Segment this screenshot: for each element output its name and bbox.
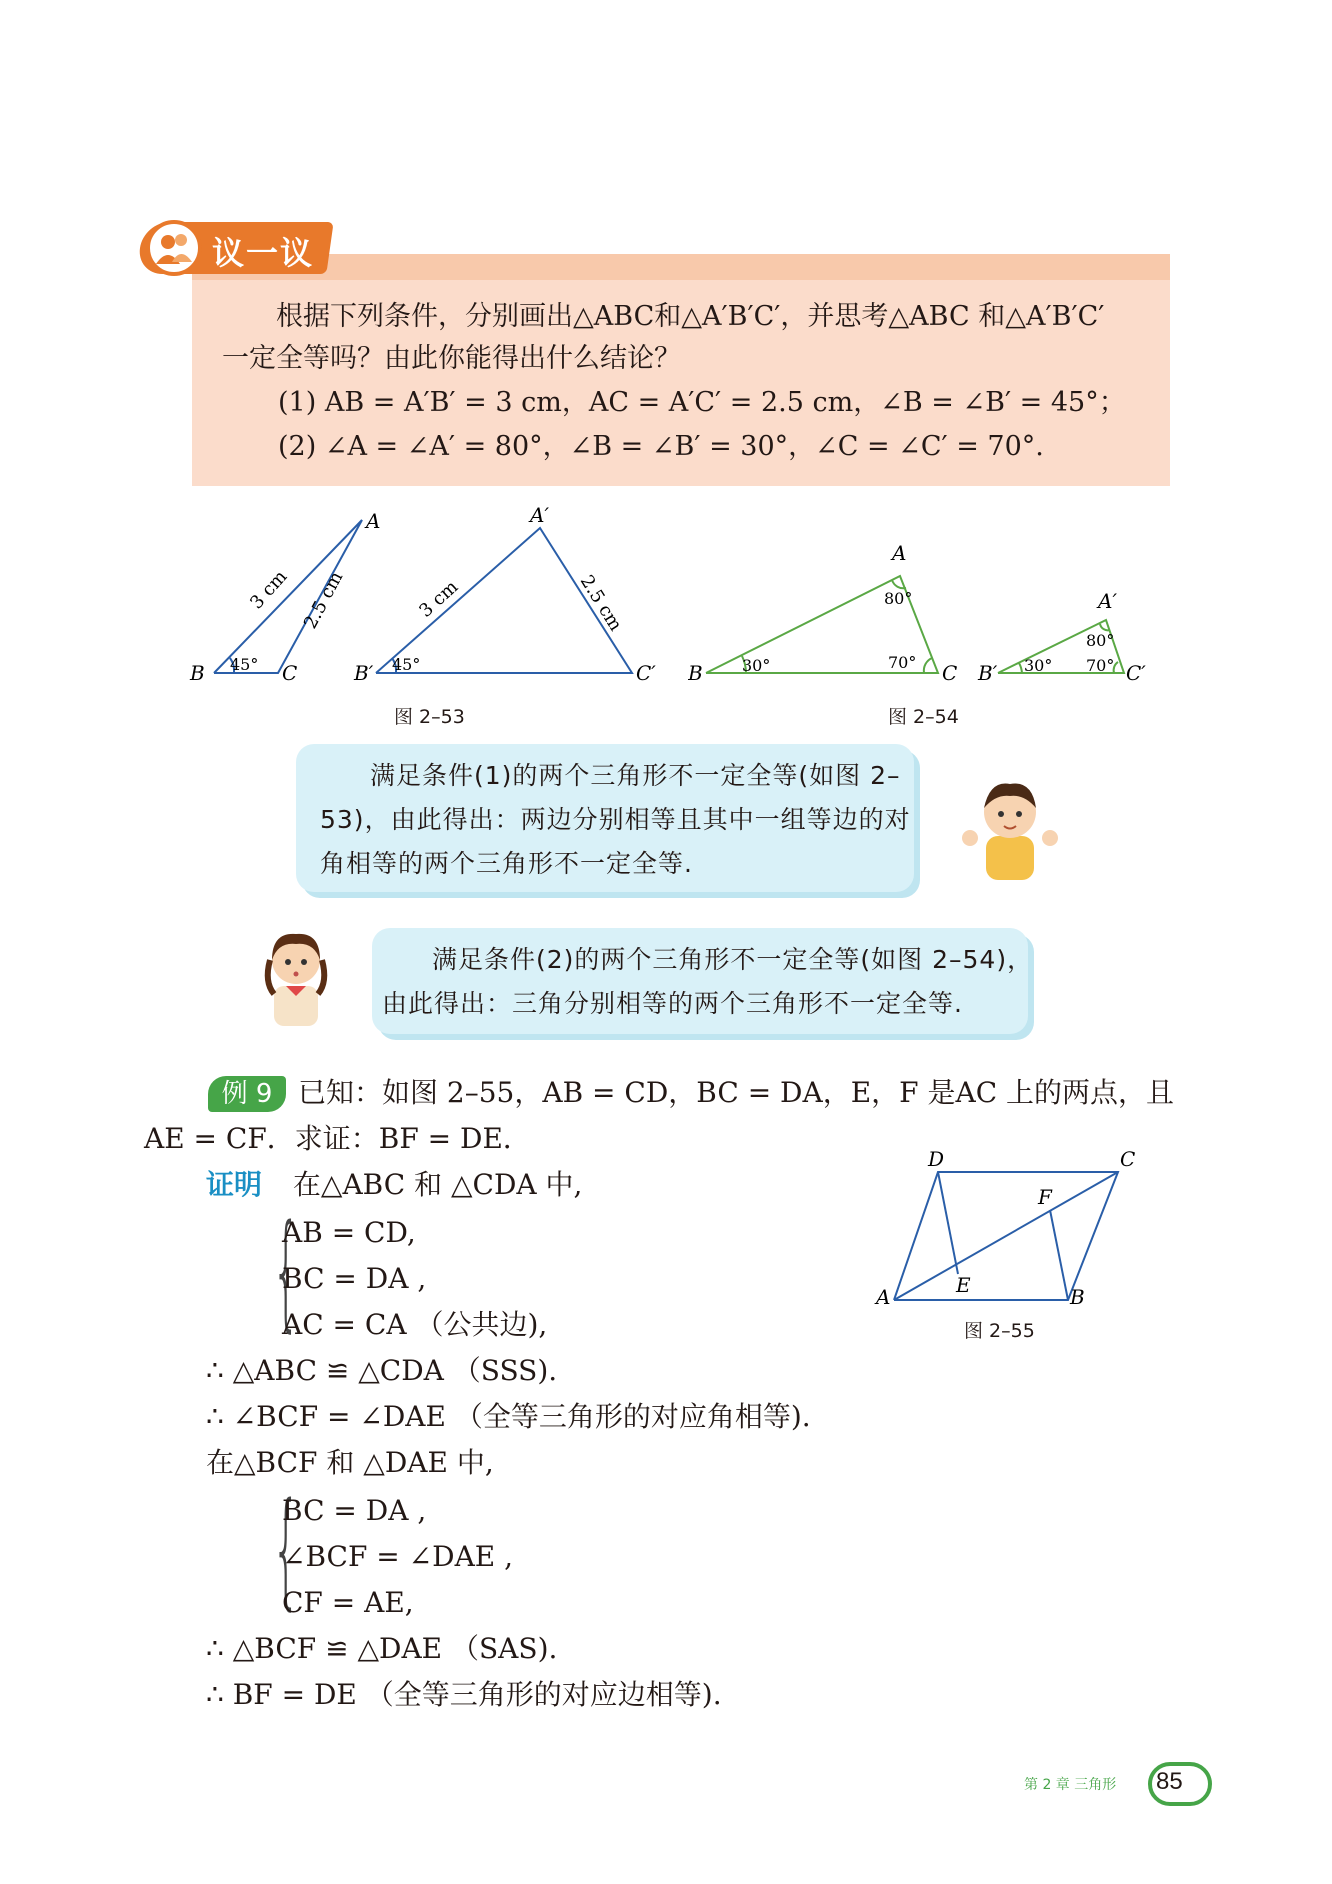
proof-step-2: ∴ ∠BCF = ∠DAE （全等三角形的对应角相等). bbox=[206, 1400, 811, 1433]
system-2-line-1: BC = DA , bbox=[282, 1494, 427, 1527]
bubble-1-line-2: 53)，由此得出：两边分别相等且其中一组等边的对 bbox=[320, 805, 911, 834]
people-icon-glyph bbox=[150, 224, 198, 272]
label-ab-length: 3 cm bbox=[246, 566, 292, 614]
label-a: A bbox=[892, 541, 907, 565]
example-line-1: 已知：如图 2–55，AB = CD，BC = DA，E，F 是AC 上的两点，且 bbox=[298, 1076, 1175, 1109]
label-ac-length: 2.5 cm bbox=[299, 568, 348, 633]
angle-30-arc-small bbox=[1019, 663, 1022, 673]
label-a: A bbox=[366, 509, 381, 533]
figure-2-55-caption: 图 2–55 bbox=[964, 1320, 1035, 1342]
label-b: B bbox=[688, 661, 703, 685]
system-1-line-3: AC = CA （公共边), bbox=[282, 1308, 548, 1341]
bubble-2-line-2: 由此得出：三角分别相等的两个三角形不一定全等. bbox=[382, 989, 963, 1018]
label-angle-b: 45° bbox=[230, 655, 259, 674]
girl-illustration bbox=[256, 920, 336, 1028]
proof-intro-2: 在△BCF 和 △DAE 中, bbox=[206, 1446, 494, 1479]
label-b-prime: B′ bbox=[978, 661, 998, 685]
angle-70-arc bbox=[924, 658, 932, 673]
label-angle-30: 30° bbox=[742, 656, 771, 675]
label-f: F bbox=[1038, 1185, 1052, 1209]
boy-illustration bbox=[960, 770, 1060, 882]
label-angle-70-small: 70° bbox=[1086, 656, 1115, 675]
figure-2-53 bbox=[186, 500, 676, 700]
proof-intro: 在△ABC 和 △CDA 中, bbox=[292, 1168, 583, 1201]
condition-1: (1) AB = A′B′ = 3 cm，AC = A′C′ = 2.5 cm，∠B = ∠B′ = 45°； bbox=[278, 387, 1126, 418]
figure-2-53-caption: 图 2–53 bbox=[394, 706, 465, 728]
system-2-line-3: CF = AE, bbox=[282, 1586, 414, 1619]
diagonal-ac bbox=[894, 1172, 1118, 1300]
page-number: 85 bbox=[1156, 1768, 1183, 1795]
example-line-2: AE = CF．求证：BF = DE． bbox=[144, 1122, 531, 1155]
label-a2b2-length: 3 cm bbox=[415, 576, 463, 622]
system-1-line-2: BC = DA , bbox=[282, 1262, 427, 1295]
bubble-1-line-1: 满足条件(1)的两个三角形不一定全等(如图 2– bbox=[370, 761, 901, 790]
label-b: B bbox=[1070, 1285, 1085, 1308]
proof-step-3: ∴ △BCF ≌ △DAE （SAS). bbox=[206, 1632, 558, 1665]
label-angle-80-small: 80° bbox=[1086, 631, 1115, 650]
label-b: B bbox=[190, 661, 205, 685]
figure-2-54-caption: 图 2–54 bbox=[888, 706, 959, 728]
footer-chapter: 第 2 章 三角形 bbox=[1024, 1777, 1117, 1793]
example-badge: 例 9 bbox=[208, 1076, 286, 1112]
segment-bf bbox=[1050, 1210, 1068, 1300]
label-angle-70: 70° bbox=[888, 653, 917, 672]
proof-label: 证明 bbox=[206, 1168, 263, 1201]
bubble-2-line-1: 满足条件(2)的两个三角形不一定全等(如图 2–54)， bbox=[432, 945, 1034, 974]
label-c-prime: C′ bbox=[636, 661, 656, 685]
segment-de bbox=[938, 1172, 958, 1274]
label-a-prime: A′ bbox=[1098, 589, 1117, 613]
label-angle-30-small: 30° bbox=[1024, 656, 1053, 675]
discussion-header-bar bbox=[192, 254, 1170, 280]
bubble-1-line-3: 角相等的两个三角形不一定全等. bbox=[320, 849, 693, 878]
label-d: D bbox=[928, 1148, 945, 1171]
system-1-line-1: AB = CD, bbox=[282, 1216, 416, 1249]
brace-2: { bbox=[272, 1475, 301, 1622]
condition-2: (2) ∠A = ∠A′ = 80°，∠B = ∠B′ = 30°，∠C = ∠C′ = 70°. bbox=[278, 431, 1044, 462]
label-angle-b-prime: 45° bbox=[392, 655, 421, 674]
label-b-prime: B′ bbox=[354, 661, 374, 685]
label-a2c2-length: 2.5 cm bbox=[575, 571, 627, 635]
proof-step-4: ∴ BF = DE （全等三角形的对应边相等). bbox=[206, 1678, 722, 1711]
people-icon bbox=[146, 220, 202, 276]
triangle-abc-1 bbox=[214, 520, 362, 673]
discussion-line-1: 根据下列条件，分别画出△ABC和△A′B′C′，并思考△ABC 和△A′B′C′ bbox=[276, 301, 1105, 332]
brace-1: { bbox=[272, 1197, 301, 1344]
label-c: C bbox=[282, 661, 298, 685]
discussion-title: 议一议 bbox=[212, 234, 315, 272]
label-c: C bbox=[1120, 1148, 1136, 1171]
label-a: A bbox=[876, 1285, 891, 1308]
label-c-prime: C′ bbox=[1126, 661, 1146, 685]
discussion-line-2: 一定全等吗？由此你能得出什么结论？ bbox=[222, 343, 681, 374]
proof-step-1: ∴ △ABC ≌ △CDA （SSS). bbox=[206, 1354, 558, 1387]
figure-2-54 bbox=[688, 540, 1168, 700]
label-a-prime: A′ bbox=[530, 503, 549, 527]
label-e: E bbox=[956, 1273, 971, 1297]
label-c: C bbox=[942, 661, 958, 685]
proof-intro-row bbox=[206, 1162, 582, 1208]
label-angle-80: 80° bbox=[884, 589, 913, 608]
figure-2-55 bbox=[870, 1148, 1142, 1308]
system-2-line-2: ∠BCF = ∠DAE , bbox=[282, 1540, 514, 1573]
